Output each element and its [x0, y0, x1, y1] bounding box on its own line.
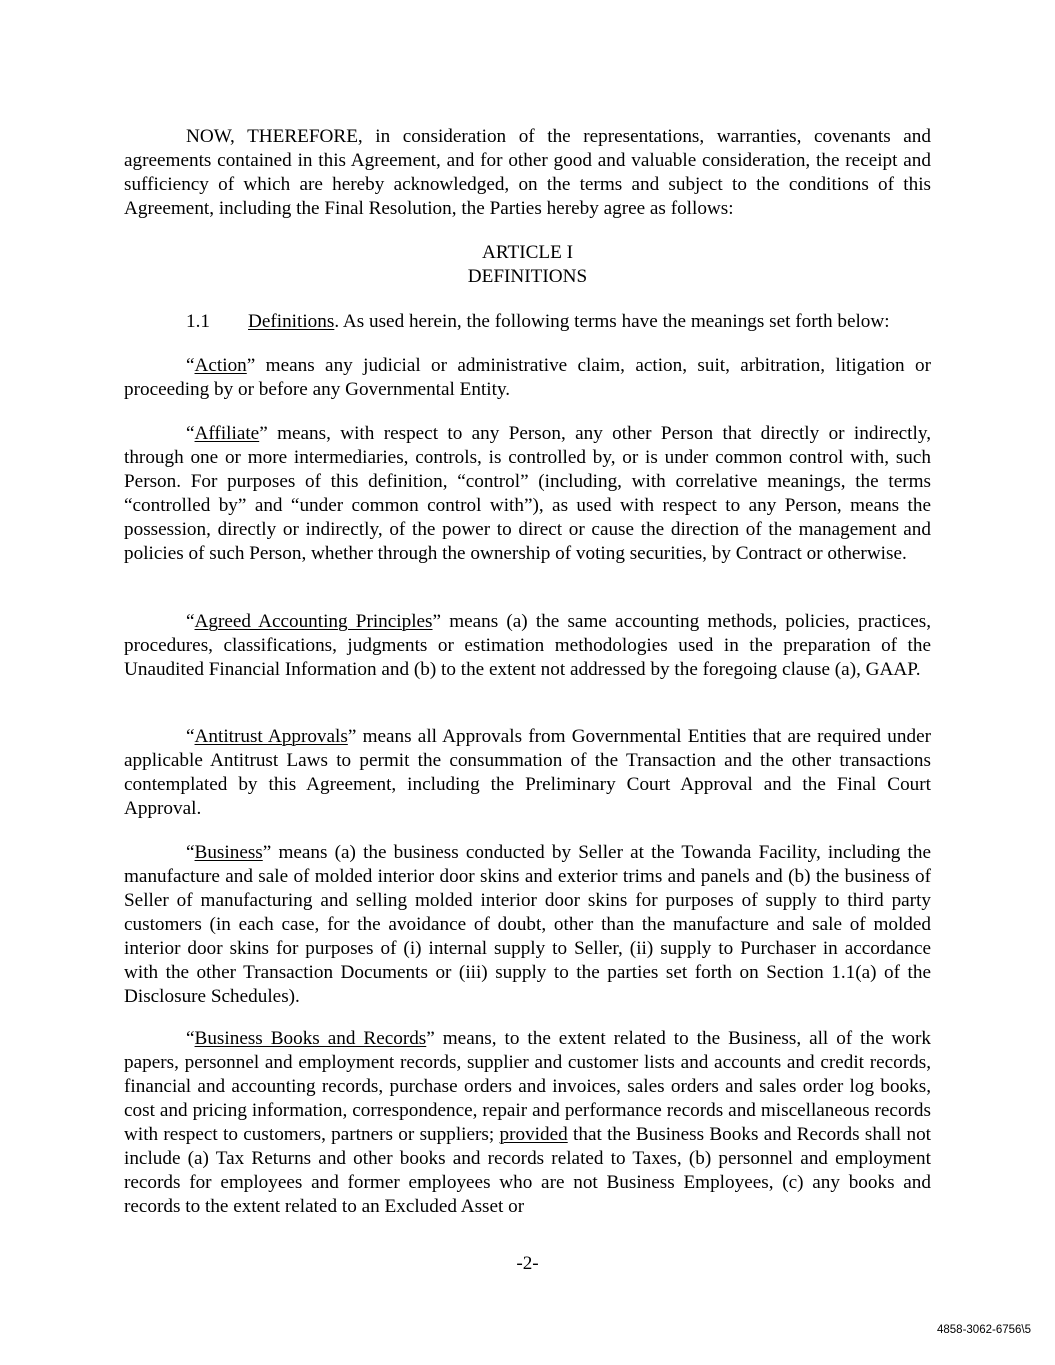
definition-action: “Action” means any judicial or administrative claim, action, suit, arbitration, litigation or proceeding by or before any Governmental Entity.	[124, 355, 931, 400]
definition-business: “Business” means (a) the business conducted by Seller at the Towanda Facility, including the manufacture and sale of molded interior door skins and exterior trims and panels and (b) the business of Seller of manufacturing and selling molded interior door skins for purposes of supply to third party customers (in each case, for the avoidance of doubt, other than the manufacture and sale of molded interior door skins for purposes of (i) internal supply to Seller, (ii) supply to Purchaser in accordance with the other Transaction Documents or (iii) supply to the parties set forth on Section 1.1(a) of the Disclosure Schedules).	[124, 842, 931, 1007]
defined-term: Business Books and Records	[194, 1028, 427, 1049]
definition-text: means (a) the business conducted by Seller at the Towanda Facility, including the manufacture and sale of molded interior door skins and exterior trims and panels and (b) the business of Seller of manufacturing and selling molded interior door skins for purposes of supply to third party customers (in each case, for the avoidance of doubt, other than the manufacture and sale of molded interior door skins for purposes of (i) internal supply to Seller, (ii) supply to Purchaser in accordance with the other Transaction Documents or (iii) supply to the parties set forth on Section 1.1(a) of the Disclosure Schedules).	[124, 842, 931, 1007]
definition-business-books-and-records: “Business Books and Records” means, to the extent related to the Business, all of the work papers, personnel and employment records, supplier and customer lists and accounts and credit records, financial and accounting records, purchase orders and invoices, sales orders and sales order log books, cost and pricing information, correspondence, repair and performance records and miscellaneous records with respect to customers, partners or suppliers; provided that the Business Books and Records shall not include (a) Tax Returns and other books and records related to Taxes, (b) personnel and employment records for employees and former employees who are not Business Employees, (c) any books and records to the extent related to an Excluded Asset or	[124, 1028, 931, 1217]
definition-text: means, with respect to any Person, any other Person that directly or indirectly, through one or more intermediaries, controls, is controlled by, or is under common control with, such Person. For purposes of this definition, “control” (including, with correlative meanings, the terms “controlled by” and “under common control with”), as used with respect to any Person, means the possession, directly or indirectly, of the power to direct or cause the direction of the management and policies of such Person, whether through the ownership of voting securities, by Contract or otherwise.	[124, 423, 931, 564]
preamble-paragraph: NOW, THEREFORE, in consideration of the representations, warranties, covenants and agreements contained in this Agreement, and for other good and valuable consideration, the receipt and sufficiency of which are hereby acknowledged, on the terms and subject to the conditions of this Agreement, including the Final Resolution, the Parties hereby agree as follows:	[124, 126, 931, 219]
section-heading: Definitions	[248, 311, 335, 332]
section-number: 1.1	[186, 311, 210, 332]
definition-agreed-accounting-principles: “Agreed Accounting Principles” means (a) the same accounting methods, policies, practices, procedures, classifications, judgments or estimation methodologies used in the preparation of the Unaudited Financial Information and (b) to the extent not addressed by the foregoing clause (a), GAAP.	[124, 611, 931, 680]
section-1-1	[124, 310, 931, 334]
defined-term: Agreed Accounting Principles	[194, 611, 433, 632]
definition-text: means, to the extent related to the Business, all of the work papers, personnel and employment records, supplier and customer lists and accounts and credit records, financial and accounting records, purchase orders and invoices, sales orders and sales order log books, cost and pricing information, correspondence, repair and performance records and miscellaneous records with respect to customers, partners or suppliers;	[124, 1028, 931, 1145]
page-number: -2-	[516, 1253, 539, 1274]
definition-text: means (a) the same accounting methods, policies, practices, procedures, classifications, judgments or estimation methodologies used in the preparation of the Unaudited Financial Information and (b) to the extent not addressed by the foregoing clause (a), GAAP.	[124, 611, 931, 680]
definition-text: means all Approvals from Governmental Entities that are required under applicable Antitrust Laws to permit the consummation of the Transaction and the other transactions contemplated by this Agreement, including the Preliminary Court Approval and the Final Court Approval.	[124, 726, 931, 819]
section-text: . As used herein, the following terms have the meanings set forth below:	[334, 311, 890, 332]
document-id: 4858-3062-6756\5	[937, 1324, 1031, 1336]
definition-text: means any judicial or administrative claim, action, suit, arbitration, litigation or proceeding by or before any Governmental Entity.	[124, 355, 931, 400]
proviso-term: provided	[499, 1124, 568, 1145]
defined-term: Business	[194, 842, 263, 863]
article-number: ARTICLE I	[481, 242, 574, 263]
definition-affiliate: “Affiliate” means, with respect to any Person, any other Person that directly or indirectly, through one or more intermediaries, controls, is controlled by, or is under common control with, such Person. For purposes of this definition, “control” (including, with correlative meanings, the terms “controlled by” and “under common control with”), as used with respect to any Person, means the possession, directly or indirectly, of the power to direct or cause the direction of the management and policies of such Person, whether through the ownership of voting securities, by Contract or otherwise.	[124, 423, 931, 564]
defined-term: Affiliate	[194, 423, 260, 444]
definition-text-continued: that the Business Books and Records shall not include (a) Tax Returns and other books and records related to Taxes, (b) personnel and employment records for employees and former employees who are not Business Employees, (c) any books and records to the extent related to an Excluded Asset or	[124, 1124, 931, 1217]
definition-antitrust-approvals: “Antitrust Approvals” means all Approvals from Governmental Entities that are required under applicable Antitrust Laws to permit the consummation of the Transaction and the other transactions contemplated by this Agreement, including the Preliminary Court Approval and the Final Court Approval.	[124, 726, 931, 819]
article-title: DEFINITIONS	[467, 266, 588, 287]
defined-term: Action	[194, 355, 247, 376]
defined-term: Antitrust Approvals	[194, 726, 348, 747]
article-heading	[124, 241, 931, 289]
